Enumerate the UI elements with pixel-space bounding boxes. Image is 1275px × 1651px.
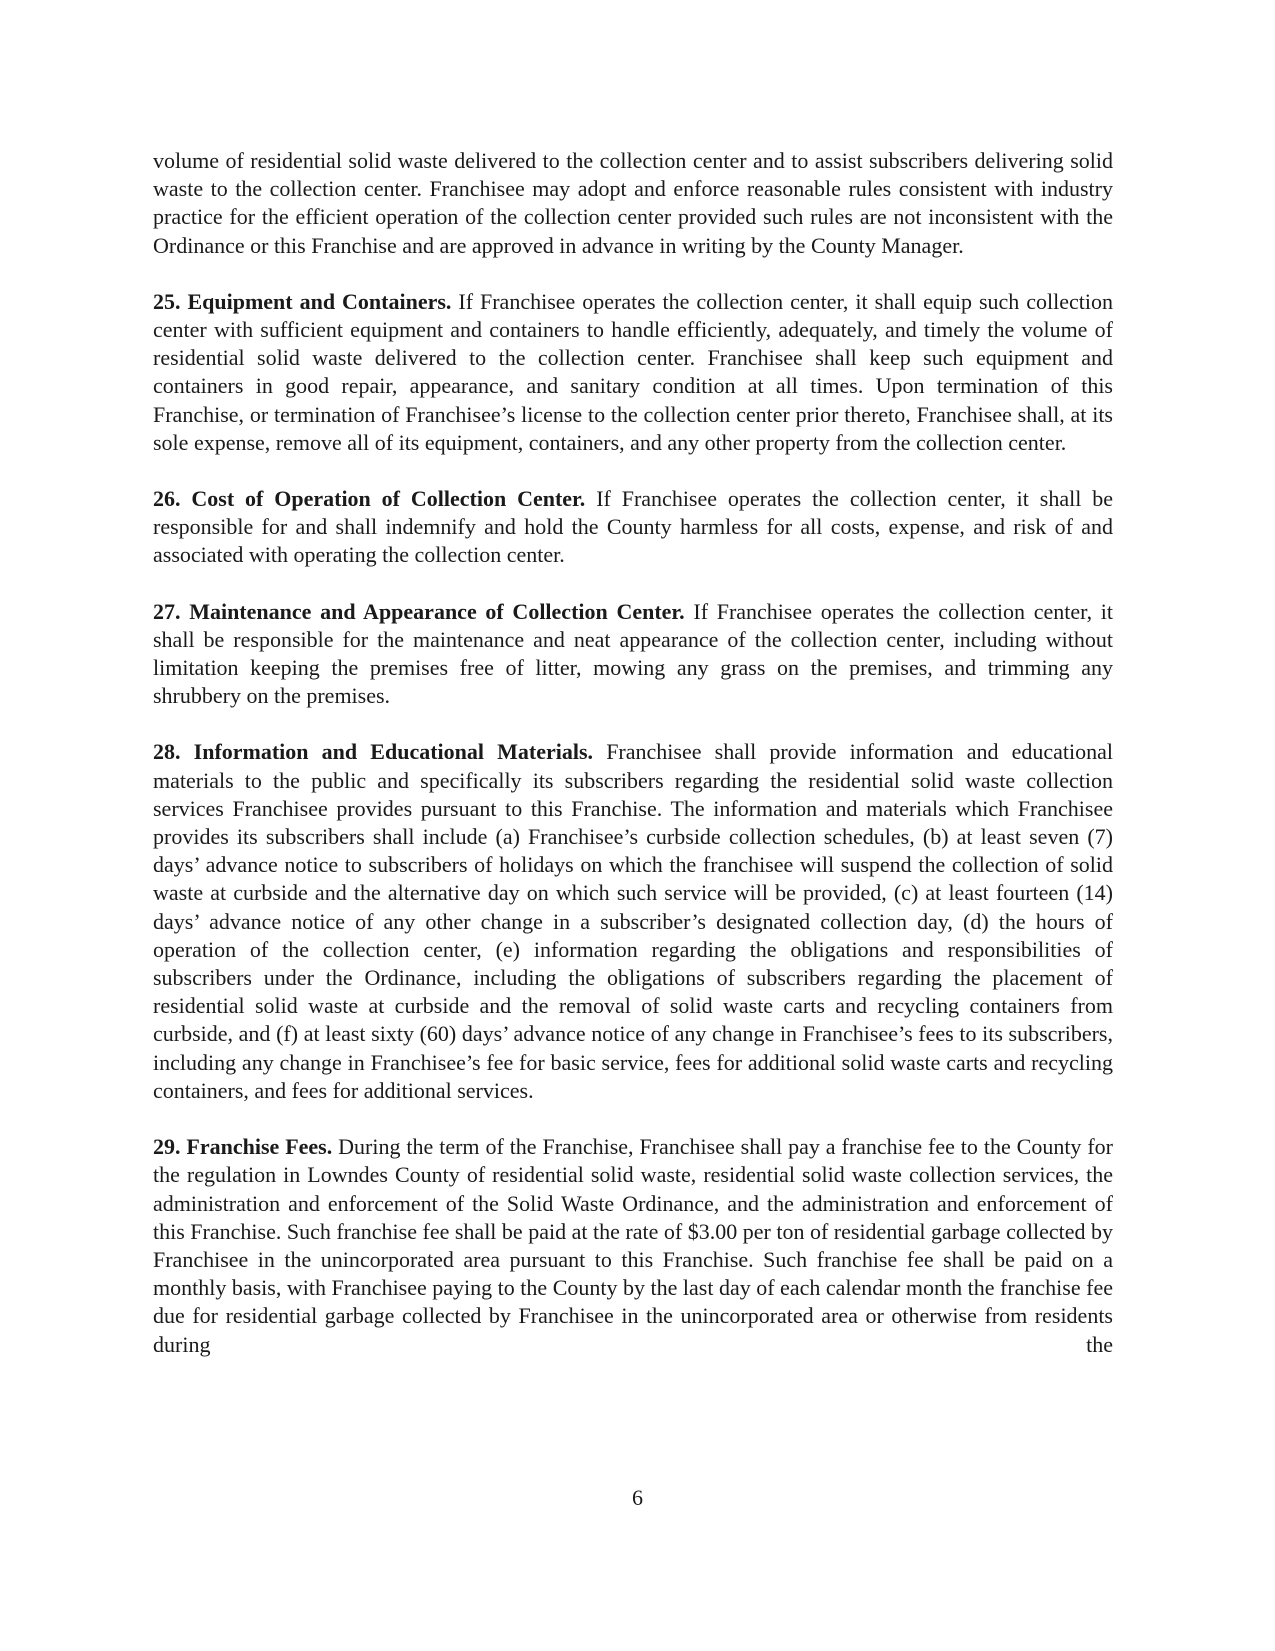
paragraph-text: If Franchisee operates the collection center, it shall be responsible for the maintenance and neat appearance of the collection center, including without limitation keeping the premises free of litter, mowing any grass on the premises, and trimming any shrubbery on the premises. <box>153 598 1113 709</box>
paragraph-continuation <box>153 147 1113 260</box>
paragraph-text: volume of residential solid waste delivered to the collection center and to assist subscribers delivering solid waste to the collection center. Franchisee may adopt and enforce reasonable rules consistent with industry practice for the efficient operation of the collection center provided such rules are not inconsistent with the Ordinance or this Franchise and are approved in advance in writing by the County Manager. <box>153 148 1113 258</box>
section-27-maintenance-and-appearance <box>153 598 1113 711</box>
document-body <box>153 147 1113 1359</box>
paragraph-text: If Franchisee operates the collection center, it shall equip such collection center with sufficient equipment and containers to handle efficiently, adequately, and timely the volume of residential solid waste delivered to the collection center. Franchisee shall keep such equipment and containers in good repair, appearance, and sanitary condition at all times. Upon termination of this Franchise, or termination of Franchisee’s license to the collection center prior thereto, Franchisee shall, at its sole expense, remove all of its equipment, containers, and any other property from the collection center. <box>153 288 1113 455</box>
section-heading: 29. Franchise Fees. <box>153 1134 333 1160</box>
page-number: 6 <box>632 1485 643 1510</box>
section-heading: 26. Cost of Operation of Collection Center. <box>153 486 586 512</box>
section-28-information-and-educational-materials <box>153 738 1113 1105</box>
section-25-equipment-and-containers <box>153 288 1113 457</box>
section-29-franchise-fees <box>153 1133 1113 1359</box>
section-heading: 27. Maintenance and Appearance of Collection Center. <box>153 598 685 624</box>
paragraph-text: If Franchisee operates the collection center, it shall be responsible for and shall indemnify and hold the County harmless for all costs, expense, and risk of and associated with operating the collection center. <box>153 486 1113 568</box>
section-heading: 28. Information and Educational Materials. <box>153 739 594 765</box>
section-heading: 25. Equipment and Containers. <box>153 288 452 314</box>
paragraph-text: During the term of the Franchise, Franchisee shall pay a franchise fee to the County for the regulation in Lowndes County of residential solid waste, residential solid waste collection services, the administration and enforcement of the Solid Waste Ordinance, and the administration and enforcement of this Franchise. Such franchise fee shall be paid at the rate of $3.00 per ton of residential garbage collected by Franchisee in the unincorporated area pursuant to this Franchise. Such franchise fee shall be paid on a monthly basis, with Franchisee paying to the County by the last day of each calendar month the franchise fee due for residential garbage collected by Franchisee in the unincorporated area or otherwise from residents during the <box>153 1134 1114 1357</box>
paragraph-text: Franchisee shall provide information and educational materials to the public and specifically its subscribers regarding the residential solid waste collection services Franchisee provides pursuant to this Franchise. The information and materials which Franchisee provides its subscribers shall include (a) Franchisee’s curbside collection schedules, (b) at least seven (7) days’ advance notice to subscribers of holidays on which the franchisee will suspend the collection of solid waste at curbside and the alternative day on which such service will be provided, (c) at least fourteen (14) days’ advance notice of any other change in a subscriber’s designated collection day, (d) the hours of operation of the collection center, (e) information regarding the obligations and responsibilities of subscribers under the Ordinance, including the obligations of subscribers regarding the placement of residential solid waste at curbside and the removal of solid waste carts and recycling containers from curbside, and (f) at least sixty (60) days’ advance notice of any change in Franchisee’s fees to its subscribers, including any change in Franchisee’s fee for basic service, fees for additional solid waste carts and recycling containers, and fees for additional services. <box>153 739 1113 1103</box>
section-26-cost-of-operation <box>153 485 1113 570</box>
